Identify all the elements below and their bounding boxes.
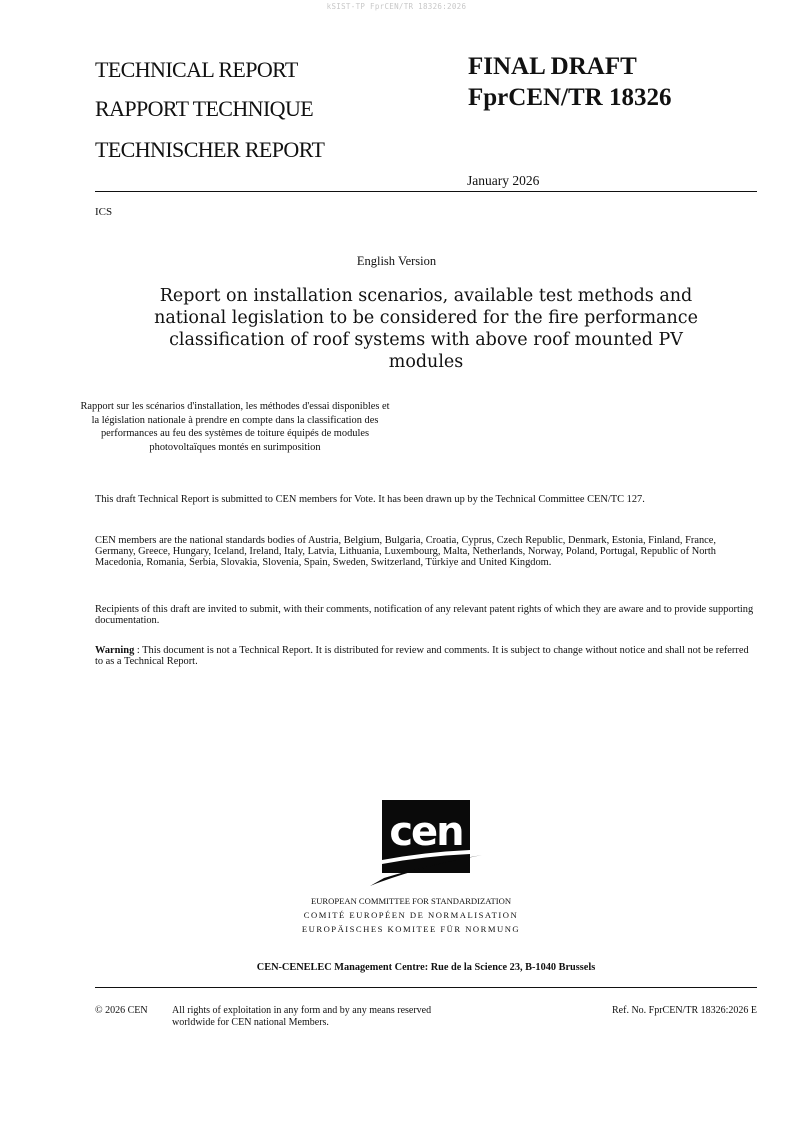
language-version: English Version: [356, 254, 437, 268]
management-centre: CEN-CENELEC Management Centre: Rue de la Science 23, B-1040 Brussels: [256, 962, 596, 973]
doc-type-de: TECHNISCHER REPORT: [95, 137, 325, 162]
cen-logo: [370, 800, 482, 888]
rights-notice: [172, 1005, 431, 1029]
reference-number: Ref. No. FprCEN/TR 18326:2026 E: [612, 1005, 757, 1016]
doc-type-fr: RAPPORT TECHNIQUE: [95, 96, 314, 121]
ics-label: ICS: [95, 206, 113, 218]
publication-date: January 2026: [467, 173, 540, 188]
french-title: Rapport sur les scénarios d'installation, les méthodes d'essai disponibles et la législation nationale à prendre en compte dans la classification des performances au feu des systèmes de toiture équipés de modules photovoltaïques montés en surimposition: [80, 401, 390, 453]
cen-logo-text: cen: [389, 809, 463, 855]
draft-status: FINAL DRAFT: [468, 53, 637, 80]
doc-type-en: TECHNICAL REPORT: [95, 57, 298, 82]
members-paragraph: CEN members are the national standards bodies of Austria, Belgium, Bulgaria, Croatia, Cyprus, Czech Republic, Denmark, Estonia, Finland, France, Germany, Greece, Hungary, Iceland, Ireland, Italy, Latvia, Lithuania, Luxembourg, Malta, Netherlands, Norway, Poland, Portugal, Republic of North Macedonia, Romania, Serbia, Slovakia, Slovenia, Spain, Sweden, Switzerland, Türkiye and United Kingdom.: [95, 535, 716, 569]
rights-line-1: All rights of exploitation in any form and by any means reserved: [172, 1005, 432, 1016]
submission-paragraph: This draft Technical Report is submitted to CEN members for Vote. It has been drawn up by the Technical Committee CEN/TC 127.: [95, 494, 645, 505]
warning-paragraph: [95, 645, 759, 667]
org-name-en: EUROPEAN COMMITTEE FOR STANDARDIZATION: [310, 896, 512, 906]
org-name-fr: COMITÉ EUROPÉEN DE NORMALISATION: [303, 910, 519, 920]
document-title: Report on installation scenarios, available test methods and national legislation to be considered for the fire performance classification of roof systems with above roof mounted PV modules: [154, 286, 698, 372]
document-reference: FprCEN/TR 18326: [468, 84, 672, 111]
footer-divider: [95, 987, 757, 988]
rights-line-2: worldwide for CEN national Members.: [172, 1017, 329, 1028]
watermark: kSIST-TP FprCEN/TR 18326:2026: [326, 2, 467, 11]
warning-text: : This document is not a Technical Report. It is distributed for review and comments. It is subject to change without notice and shall not be referred to as a Technical Report.: [95, 645, 749, 668]
copyright: © 2026 CEN: [95, 1005, 148, 1016]
recipients-paragraph: Recipients of this draft are invited to submit, with their comments, notification of any relevant patent rights of which they are aware and to provide supporting documentation.: [95, 604, 754, 627]
warning-label: Warning: [95, 645, 135, 656]
org-name-de: EUROPÄISCHES KOMITEE FÜR NORMUNG: [301, 924, 521, 934]
header-divider: [95, 191, 757, 192]
